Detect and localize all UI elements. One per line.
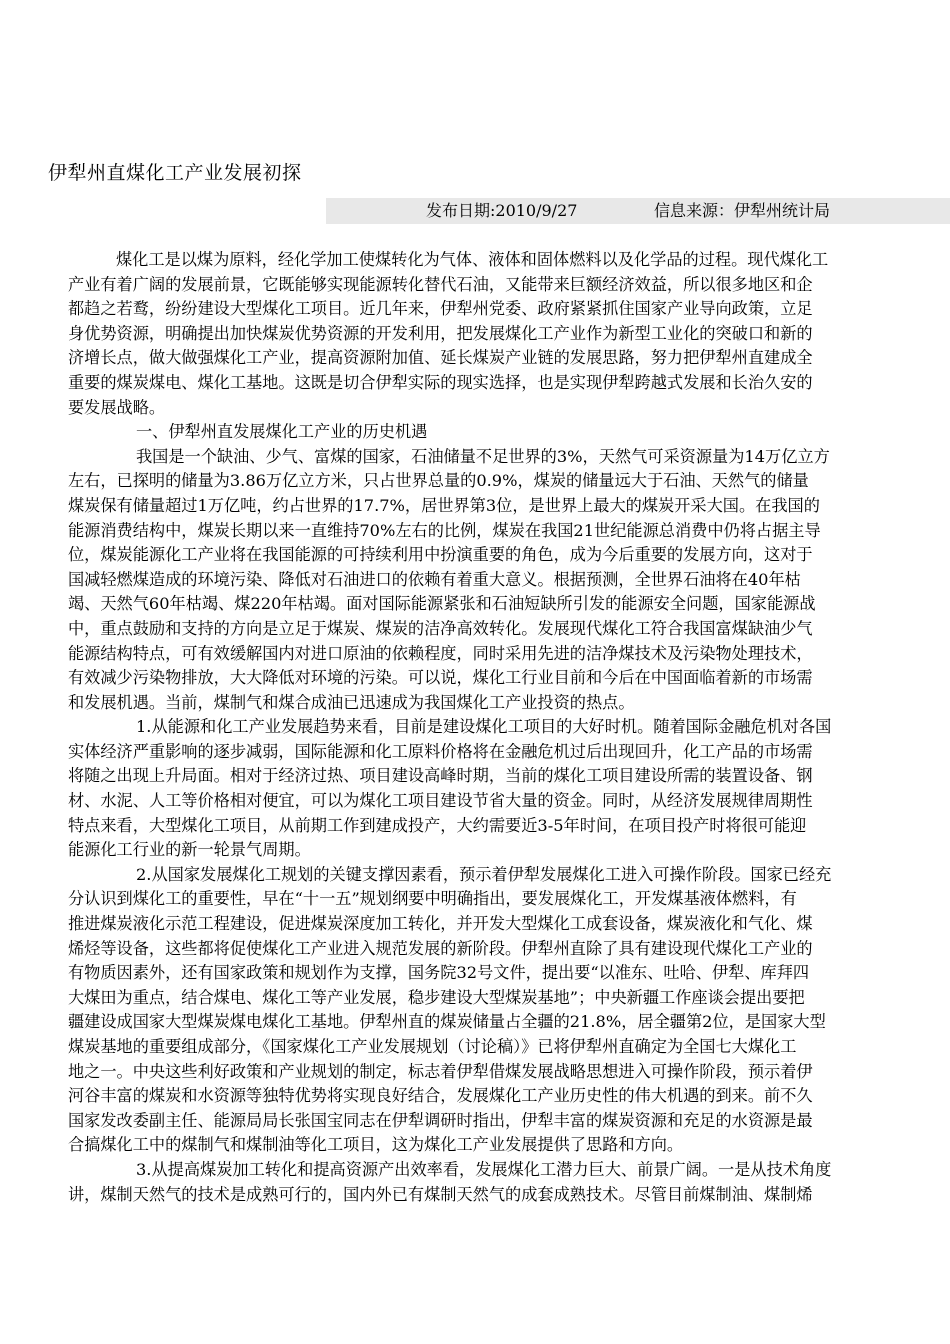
text-line: 讲，煤制天然气的技术是成熟可行的，国内外已有煤制天然气的成套成熟技术。尽管目前煤制油、煤制烯 bbox=[68, 1184, 813, 1204]
text-line: 煤炭保有储量超过1万亿吨，约占世界的17.7%，居世界第3位，是世界上最大的煤炭开采大国。在我国的 bbox=[68, 495, 820, 515]
text-line: 有物质因素外，还有国家政策和规划作为支撑，国务院32号文件，提出要“以准东、吐哈、伊犁、库拜四 bbox=[68, 963, 810, 983]
text-line: 分认识到煤化工的重要性，早在“十一五”规划纲要中明确指出，要发展煤化工，开发煤基液体燃料，有 bbox=[68, 889, 797, 909]
text-line: 河谷丰富的煤炭和水资源等独特优势将实现良好结合，发展煤化工产业历史性的伟大机遇的到来。前不久 bbox=[68, 1086, 813, 1106]
text-line: 产业有着广阔的发展前景，它既能够实现能源转化替代石油，又能带来巨额经济效益，所以很多地区和企 bbox=[68, 274, 813, 294]
article-meta-bar bbox=[326, 198, 950, 224]
text-line: 一、伊犁州直发展煤化工产业的历史机遇 bbox=[136, 422, 428, 442]
text-line: 3.从提高煤炭加工转化和提高资源产出效率看，发展煤化工潜力巨大、前景广阔。一是从技术角度 bbox=[136, 1159, 832, 1179]
text-line: 要发展战略。 bbox=[68, 397, 166, 417]
text-line: 我国是一个缺油、少气、富煤的国家，石油储量不足世界的3%，天然气可采资源量为14万亿立方 bbox=[136, 446, 830, 466]
text-line: 位，煤炭能源化工产业将在我国能源的可持续利用中扮演重要的角色，成为今后重要的发展方向，这对于 bbox=[68, 545, 813, 565]
text-line: 2.从国家发展煤化工规划的关键支撑因素看，预示着伊犁发展煤化工进入可操作阶段。国家已经充 bbox=[136, 864, 832, 884]
text-line: 1.从能源和化工产业发展趋势来看，目前是建设煤化工项目的大好时机。随着国际金融危机对各国 bbox=[136, 717, 832, 737]
text-line: 合搞煤化工中的煤制气和煤制油等化工项目，这为煤化工产业发展提供了思路和方向。 bbox=[68, 1135, 684, 1155]
text-line: 烯烃等设备，这些都将促使煤化工产业进入规范发展的新阶段。伊犁州直除了具有建设现代煤化工产业的 bbox=[68, 938, 813, 958]
text-line: 大煤田为重点，结合煤电、煤化工等产业发展，稳步建设大型煤炭基地”；中央新疆工作座谈会提出要把 bbox=[68, 987, 805, 1007]
text-line: 重要的煤炭煤电、煤化工基地。这既是切合伊犁实际的现实选择，也是实现伊犁跨越式发展和长治久安的 bbox=[68, 372, 813, 392]
text-line: 能源化工行业的新一轮景气周期。 bbox=[68, 840, 311, 860]
text-line: 能源结构特点，可有效缓解国内对进口原油的依赖程度，同时采用先进的洁净煤技术及污染物处理技术， bbox=[68, 643, 813, 663]
article-body bbox=[68, 248, 950, 1207]
text-line: 和发展机遇。当前，煤制气和煤合成油已迅速成为我国煤化工产业投资的热点。 bbox=[68, 692, 635, 712]
text-line: 煤炭基地的重要组成部分，《国家煤化工产业发展规划（讨论稿）》已将伊犁州直确定为全国七大煤化工 bbox=[68, 1037, 797, 1056]
text-line: 材、水泥、人工等价格相对便宜，可以为煤化工项目建设节省大量的资金。同时，从经济发展规律周期性 bbox=[68, 791, 813, 811]
text-line: 身优势资源，明确提出加快煤炭优势资源的开发利用，把发展煤化工产业作为新型工业化的突破口和新的 bbox=[68, 323, 813, 343]
text-line: 有效减少污染物排放，大大降低对环境的污染。可以说，煤化工行业目前和今后在中国面临着新的市场需 bbox=[68, 668, 813, 688]
text-line: 国家发改委副主任、能源局局长张国宝同志在伊犁调研时指出，伊犁丰富的煤炭资源和充足的水资源是最 bbox=[68, 1110, 813, 1130]
text-line: 都趋之若鹜，纷纷建设大型煤化工项目。近几年来，伊犁州党委、政府紧紧抓住国家产业导向政策，立足 bbox=[68, 299, 813, 319]
text-line: 实体经济严重影响的逐步减弱，国际能源和化工原料价格将在金融危机过后出现回升，化工产品的市场需 bbox=[68, 741, 813, 761]
info-source: 信息来源：伊犁州统计局 bbox=[654, 201, 831, 220]
text-line: 将随之出现上升局面。相对于经济过热、项目建设高峰时期，当前的煤化工项目建设所需的装置设备、钢 bbox=[68, 766, 813, 786]
text-line: 济增长点，做大做强煤化工产业，提高资源附加值、延长煤炭产业链的发展思路，努力把伊犁州直建成全 bbox=[68, 348, 813, 368]
text-line: 中，重点鼓励和支持的方向是立足于煤炭、煤炭的洁净高效转化。发展现代煤化工符合我国富煤缺油少气 bbox=[68, 618, 813, 638]
text-line: 特点来看，大型煤化工项目，从前期工作到建成投产，大约需要近3-5年时间，在项目投产时将很可能迎 bbox=[68, 815, 807, 835]
text-line: 能源消费结构中，煤炭长期以来一直维持70%左右的比例，煤炭在我国21世纪能源总消费中仍将占据主导 bbox=[68, 520, 821, 540]
text-line: 疆建设成国家大型煤炭煤电煤化工基地。伊犁州直的煤炭储量占全疆的21.8%，居全疆第2位，是国家大型 bbox=[68, 1012, 826, 1032]
text-line: 地之一。中央这些利好政策和产业规划的制定，标志着伊犁借煤发展战略思想进入可操作阶段，预示着伊 bbox=[68, 1061, 813, 1081]
page-title: 伊犁州直煤化工产业发展初探 bbox=[48, 162, 302, 184]
text-line: 竭、天然气60年枯竭、煤220年枯竭。面对国际能源紧张和石油短缺所引发的能源安全问题，国家能源战 bbox=[68, 594, 816, 614]
text-line: 推进煤炭液化示范工程建设，促进煤炭深度加工转化，并开发大型煤化工成套设备，煤炭液化和气化、煤 bbox=[68, 914, 813, 934]
text-line: 煤化工是以煤为原料，经化学加工使煤转化为气体、液体和固体燃料以及化学品的过程。现代煤化工 bbox=[116, 250, 829, 269]
text-line: 国减轻燃煤造成的环境污染、降低对石油进口的依赖有着重大意义。根据预测，全世界石油将在40年枯 bbox=[68, 569, 801, 589]
publish-date: 发布日期:2010/9/27 bbox=[426, 201, 578, 220]
text-line: 左右，已探明的储量为3.86万亿立方米，只占世界总量的0.9%，煤炭的储量远大于石油、天然气的储量 bbox=[68, 471, 809, 491]
